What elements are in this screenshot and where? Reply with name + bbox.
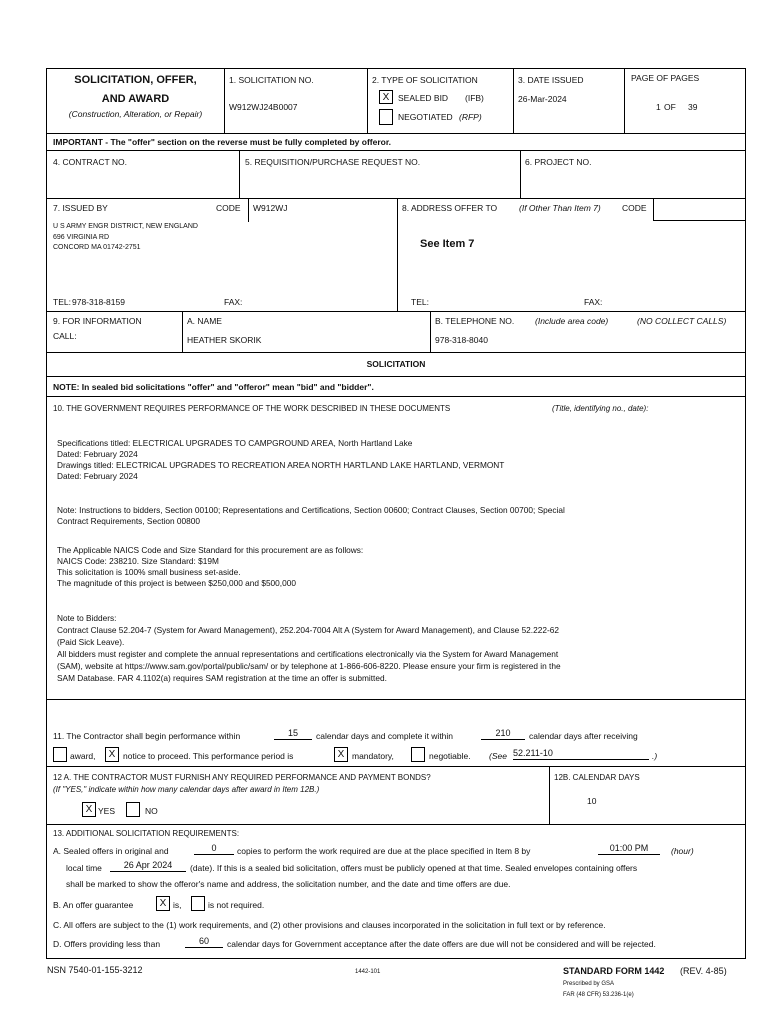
award-label: award, bbox=[70, 751, 96, 761]
bonds-no-checkbox[interactable] bbox=[126, 802, 140, 817]
bonds-yes-checkbox[interactable]: X bbox=[82, 802, 96, 817]
bonds-no-label: NO bbox=[145, 806, 158, 816]
offer-code-label: CODE bbox=[622, 203, 647, 213]
mandatory-label: mandatory, bbox=[352, 751, 394, 761]
text-line: Dated: February 2024 bbox=[57, 471, 138, 481]
notice-to-proceed-label: notice to proceed. This performance period is bbox=[123, 751, 294, 761]
text-line: The Applicable NAICS Code and Size Standard for this procurement are as follows: bbox=[57, 545, 364, 555]
form-subtitle: (Construction, Alteration, or Repair) bbox=[68, 109, 203, 119]
rule bbox=[653, 220, 745, 221]
complete-days-field[interactable]: 210 bbox=[481, 728, 525, 740]
item13a-text: shall be marked to show the offeror's name and address, the solicitation number, and the date and time offers are due. bbox=[66, 879, 511, 889]
project-no-label: 6. PROJECT NO. bbox=[525, 157, 592, 167]
mandatory-checkbox[interactable]: X bbox=[334, 747, 348, 762]
negotiable-label: negotiable. bbox=[429, 751, 471, 761]
contact-name: HEATHER SKORIK bbox=[187, 335, 262, 345]
due-time-field[interactable]: 01:00 PM bbox=[598, 843, 660, 855]
item13d-text: calendar days for Government acceptance after the date offers are due will not be considered and will be rejected. bbox=[227, 939, 656, 949]
see-label: (See bbox=[489, 751, 507, 761]
text-line: Note: Instructions to bidders, Section 00100; Representations and Certifications, Section 00600; Contract Clauses, Section 00700; Special bbox=[57, 505, 565, 515]
rule bbox=[653, 198, 654, 220]
offer-tel-label: TEL: bbox=[411, 297, 429, 307]
rule bbox=[47, 376, 745, 377]
rule bbox=[182, 311, 183, 352]
rule bbox=[397, 198, 398, 311]
see-item-7: See Item 7 bbox=[420, 238, 475, 250]
rule bbox=[520, 150, 521, 198]
text-line: Contract Requirements, Section 00800 bbox=[57, 516, 200, 526]
page-of-pages-label: PAGE OF PAGES bbox=[631, 73, 700, 83]
item13a-text: copies to perform the work required are due at the place specified in Item 8 by bbox=[237, 846, 531, 856]
ifb-label: (IFB) bbox=[465, 93, 484, 103]
rule bbox=[430, 311, 431, 352]
form-title: SOLICITATION, OFFER, bbox=[74, 74, 197, 86]
rule bbox=[47, 150, 745, 151]
date-issued-label: 3. DATE ISSUED bbox=[518, 75, 584, 85]
standard-form: STANDARD FORM 1442 bbox=[563, 966, 665, 976]
solicitation-no-label: 1. SOLICITATION NO. bbox=[229, 75, 314, 85]
item12b-label: 12B. CALENDAR DAYS bbox=[554, 773, 640, 782]
award-checkbox[interactable] bbox=[53, 747, 67, 762]
info-call-label: CALL: bbox=[53, 331, 77, 341]
text-line: Specifications titled: ELECTRICAL UPGRADES TO CAMPGROUND AREA, North Hartland Lake bbox=[57, 438, 413, 448]
negotiated-checkbox[interactable] bbox=[379, 109, 393, 125]
text-line: All bidders must register and complete the annual representations and certifications electronically via the System for Award Management bbox=[57, 649, 559, 659]
rule bbox=[239, 150, 240, 198]
rule bbox=[47, 766, 745, 767]
item13-label: 13. ADDITIONAL SOLICITATION REQUIREMENTS: bbox=[53, 829, 240, 838]
name-label: A. NAME bbox=[187, 316, 222, 326]
calendar-days-value: 10 bbox=[587, 796, 597, 806]
rule bbox=[549, 766, 550, 824]
notice-to-proceed-checkbox[interactable]: X bbox=[105, 747, 119, 762]
text-line: NAICS Code: 238210. Size Standard: $19M bbox=[57, 556, 219, 566]
text-line: Note to Bidders: bbox=[57, 613, 117, 623]
rfp-label: (RFP) bbox=[459, 112, 482, 122]
rule bbox=[47, 352, 745, 353]
rule bbox=[47, 198, 745, 199]
item13d-text: D. Offers providing less than bbox=[53, 939, 161, 949]
sealed-bid-note: NOTE: In sealed bid solicitations "offer" and "offeror" mean "bid" and "bidder". bbox=[53, 382, 374, 392]
negotiable-checkbox[interactable] bbox=[411, 747, 425, 762]
rule bbox=[513, 69, 514, 133]
issued-address-line: 696 VIRGINIA RD bbox=[53, 234, 110, 241]
contact-phone: 978-318-8040 bbox=[435, 335, 488, 345]
item13a-text: A. Sealed offers in original and bbox=[53, 846, 169, 856]
issued-tel: 978-318-8159 bbox=[72, 297, 125, 307]
guarantee-is-label: is, bbox=[173, 900, 182, 910]
requisition-no-label: 5. REQUISITION/PURCHASE REQUEST NO. bbox=[245, 157, 421, 167]
issued-address-line: U S ARMY ENGR DISTRICT, NEW ENGLAND bbox=[53, 223, 198, 230]
sealed-bid-checkbox[interactable]: X bbox=[379, 90, 393, 104]
text-line: Contract Clause 52.204-7 (System for Award Management), 252.204-7004 Alt A (System for Award Management), and Clause 52.222-62 bbox=[57, 625, 559, 635]
item13c-text: C. All offers are subject to the (1) work requirements, and (2) other provisions and clauses incorporated in the solicitation in full text or by reference. bbox=[53, 920, 606, 930]
info-label: 9. FOR INFORMATION bbox=[53, 316, 142, 326]
text-line: (Paid Sick Leave). bbox=[57, 637, 125, 647]
form-title-2: AND AWARD bbox=[101, 93, 170, 105]
text-line: The magnitude of this project is between $250,000 and $500,000 bbox=[57, 578, 296, 588]
text-line: Dated: February 2024 bbox=[57, 449, 138, 459]
negotiated-label: NEGOTIATED bbox=[398, 112, 453, 122]
item10-instructions bbox=[57, 505, 565, 527]
item11-text: calendar days and complete it within bbox=[316, 731, 454, 741]
form-code: 1442-101 bbox=[355, 969, 381, 975]
contract-no-label: 4. CONTRACT NO. bbox=[53, 157, 127, 167]
item13b-text: B. An offer guarantee bbox=[53, 900, 134, 910]
rule bbox=[47, 311, 745, 312]
issued-fax-label: FAX: bbox=[224, 297, 243, 307]
item11-text: calendar days after receiving bbox=[529, 731, 638, 741]
collect-calls-note: (NO COLLECT CALLS) bbox=[637, 316, 727, 326]
hour-label: (hour) bbox=[671, 846, 694, 856]
address-offer-note: (If Other Than Item 7) bbox=[519, 203, 601, 213]
prescribed-by: Prescribed by GSA bbox=[563, 981, 615, 987]
item10-naics bbox=[57, 545, 363, 589]
item10-label: 10. THE GOVERNMENT REQUIRES PERFORMANCE OF THE WORK DESCRIBED IN THESE DOCUMENTS bbox=[53, 404, 451, 413]
rule bbox=[47, 824, 745, 825]
offer-fax-label: FAX: bbox=[584, 297, 603, 307]
issued-code-label: CODE bbox=[216, 203, 241, 213]
rule bbox=[47, 133, 745, 134]
solicitation-no: W912WJ24B0007 bbox=[229, 102, 298, 112]
issued-address-line: CONCORD MA 01742-2751 bbox=[53, 244, 141, 251]
rule bbox=[367, 69, 368, 133]
text-line: (SAM), website at https://www.sam.gov/portal/public/sam/ or by telephone at 1-866-606-8220. Please ensure your firm is registered in the bbox=[57, 661, 561, 671]
rule bbox=[248, 198, 249, 222]
bonds-yes-label: YES bbox=[98, 806, 116, 816]
issued-code: W912WJ bbox=[253, 203, 288, 213]
telephone-label: B. TELEPHONE NO. bbox=[435, 316, 515, 326]
text-line: This solicitation is 100% small business set-aside. bbox=[57, 567, 241, 577]
page-total: 39 bbox=[688, 102, 698, 112]
nsn-number: NSN 7540-01-155-3212 bbox=[47, 965, 143, 975]
text-line: Drawings titled: ELECTRICAL UPGRADES TO RECREATION AREA NORTH HARTLAND LAKE HARTLAND, VERMONT bbox=[57, 460, 505, 470]
date-issued: 26-Mar-2024 bbox=[518, 94, 567, 104]
close-paren: .) bbox=[652, 751, 658, 761]
rule bbox=[47, 396, 745, 397]
issued-tel-label: TEL: bbox=[53, 297, 71, 307]
page-current: 1 bbox=[656, 102, 661, 112]
due-date-field[interactable]: 26 Apr 2024 bbox=[110, 860, 186, 872]
acceptance-days-field[interactable]: 60 bbox=[185, 936, 223, 948]
solicitation-heading: SOLICITATION bbox=[366, 359, 426, 369]
guarantee-not-checkbox[interactable] bbox=[191, 896, 205, 911]
clause-field[interactable]: 52.211-10 bbox=[513, 748, 649, 760]
item13a-text: (date). If this is a sealed bid solicitation, offers must be publicly opened at that time. Sealed envelopes containing offers bbox=[190, 863, 638, 873]
page-of: OF bbox=[664, 102, 676, 112]
area-code-note: (Include area code) bbox=[535, 316, 609, 326]
guarantee-not-label: is not required. bbox=[208, 900, 265, 910]
rule bbox=[47, 699, 745, 700]
solicitation-form bbox=[46, 68, 746, 959]
copies-field[interactable]: 0 bbox=[194, 843, 234, 855]
item13a-text: local time bbox=[66, 863, 102, 873]
item12a-note: (If "YES," indicate within how many calendar days after award in Item 12B.) bbox=[53, 785, 320, 794]
start-days-field[interactable]: 15 bbox=[274, 728, 312, 740]
issued-by-label: 7. ISSUED BY bbox=[53, 203, 108, 213]
important-note: IMPORTANT - The "offer" section on the reverse must be fully completed by offeror. bbox=[53, 137, 392, 147]
form-revision: (REV. 4-85) bbox=[680, 966, 727, 976]
item10-note-to-bidders bbox=[57, 612, 561, 684]
solicitation-type-label: 2. TYPE OF SOLICITATION bbox=[372, 75, 478, 85]
item12a-label: 12 A. THE CONTRACTOR MUST FURNISH ANY REQUIRED PERFORMANCE AND PAYMENT BONDS? bbox=[53, 773, 431, 782]
address-offer-label: 8. ADDRESS OFFER TO bbox=[402, 203, 498, 213]
sealed-bid-label: SEALED BID bbox=[398, 93, 449, 103]
item10-specs bbox=[57, 438, 504, 482]
guarantee-is-checkbox[interactable]: X bbox=[156, 896, 170, 911]
item11-text: 11. The Contractor shall begin performance within bbox=[53, 731, 241, 741]
rule bbox=[624, 69, 625, 133]
text-line: SAM Database. FAR 4.1102(a) requires SAM registration at the time an offer is submitted. bbox=[57, 673, 387, 683]
far-reference: FAR (48 CFR) 53.236-1(e) bbox=[563, 992, 634, 998]
item10-note: (Title, identifying no., date): bbox=[552, 404, 649, 413]
rule bbox=[224, 69, 225, 133]
